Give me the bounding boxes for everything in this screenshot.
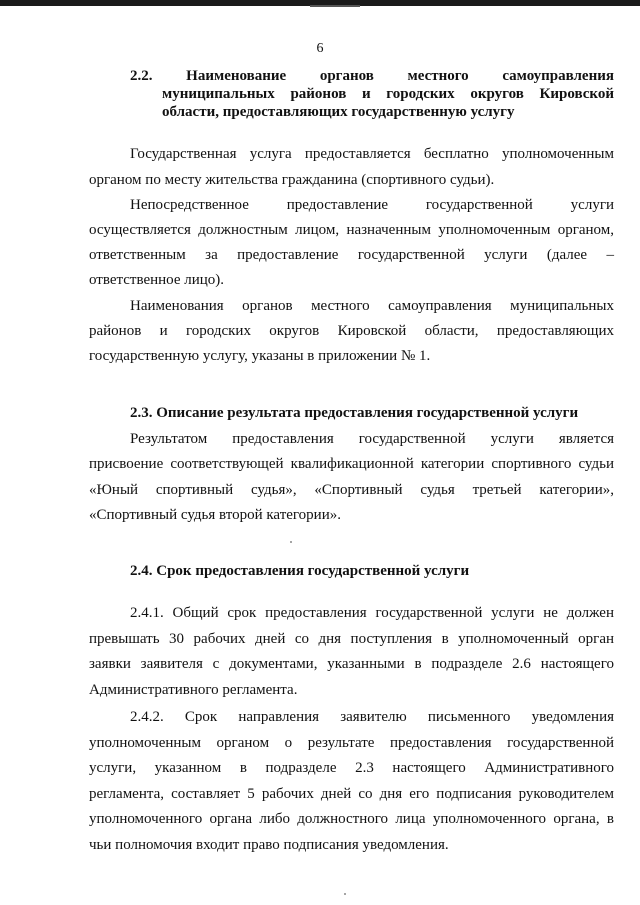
paragraph-line: районов и городских округов Кировской области, предоставляющих	[89, 323, 614, 339]
section-heading: 2.2. Наименование органов местного самоуправления	[130, 68, 614, 84]
paragraph-line: осуществляется должностным лицом, назначенным уполномоченным органом,	[89, 222, 614, 238]
paragraph-line: «Спортивный судья второй категории».	[89, 507, 341, 523]
paragraph-line: присвоение соответствующей квалификационной категории спортивного судьи	[89, 456, 614, 472]
paragraph-line: Государственная услуга предоставляется бесплатно уполномоченным	[130, 146, 614, 162]
paragraph-line: уполномоченного органа либо должностного лица уполномоченного органа, в	[89, 811, 614, 827]
paragraph-line: Непосредственное предоставление государственной услуги	[130, 197, 614, 213]
paragraph-line: государственную услугу, указаны в приложении № 1.	[89, 348, 431, 364]
paragraph-line: регламента, составляет 5 рабочих дней со дня его подписания руководителем	[89, 786, 614, 802]
section-heading: 2.3. Описание результата предоставления государственной услуги	[130, 405, 579, 421]
paragraph-line: 2.4.2. Срок направления заявителю письменного уведомления	[130, 709, 614, 725]
paragraph-line: чьи полномочия входит право подписания уведомления.	[89, 837, 449, 853]
paragraph-line: ответственным за предоставление государственной услуги (далее –	[89, 247, 614, 263]
section-heading: 2.4. Срок предоставления государственной услуги	[130, 563, 470, 579]
paragraph-line: ответственное лицо).	[89, 272, 225, 288]
paragraph-line: органом по месту жительства гражданина (спортивного судьи).	[89, 172, 495, 188]
paragraph-line: Наименования органов местного самоуправления муниципальных	[130, 298, 614, 314]
section-heading: муниципальных районов и городских округов Кировской	[162, 86, 614, 102]
paragraph-line: уполномоченным органом о результате предоставления государственной	[89, 735, 614, 751]
scan-artifact	[310, 5, 360, 7]
paragraph-line: Результатом предоставления государственной услуги является	[130, 431, 614, 447]
paragraph-line: превышать 30 рабочих дней со дня поступления в уполномоченный орган	[89, 631, 614, 647]
paragraph-line: услуги, указанном в подразделе 2.3 настоящего Административного	[89, 760, 614, 776]
paragraph-line: 2.4.1. Общий срок предоставления государственной услуги не должен	[130, 605, 614, 621]
paragraph-line: заявки заявителя с документами, указанными в подразделе 2.6 настоящего	[89, 656, 614, 672]
paragraph-line: «Юный спортивный судья», «Спортивный судья третьей категории»,	[89, 482, 614, 498]
scan-speck	[290, 541, 292, 543]
scan-speck	[344, 893, 346, 895]
paragraph-line: Административного регламента.	[89, 682, 298, 698]
section-heading: области, предоставляющих государственную услугу	[162, 104, 515, 120]
page-number: 6	[316, 41, 324, 56]
